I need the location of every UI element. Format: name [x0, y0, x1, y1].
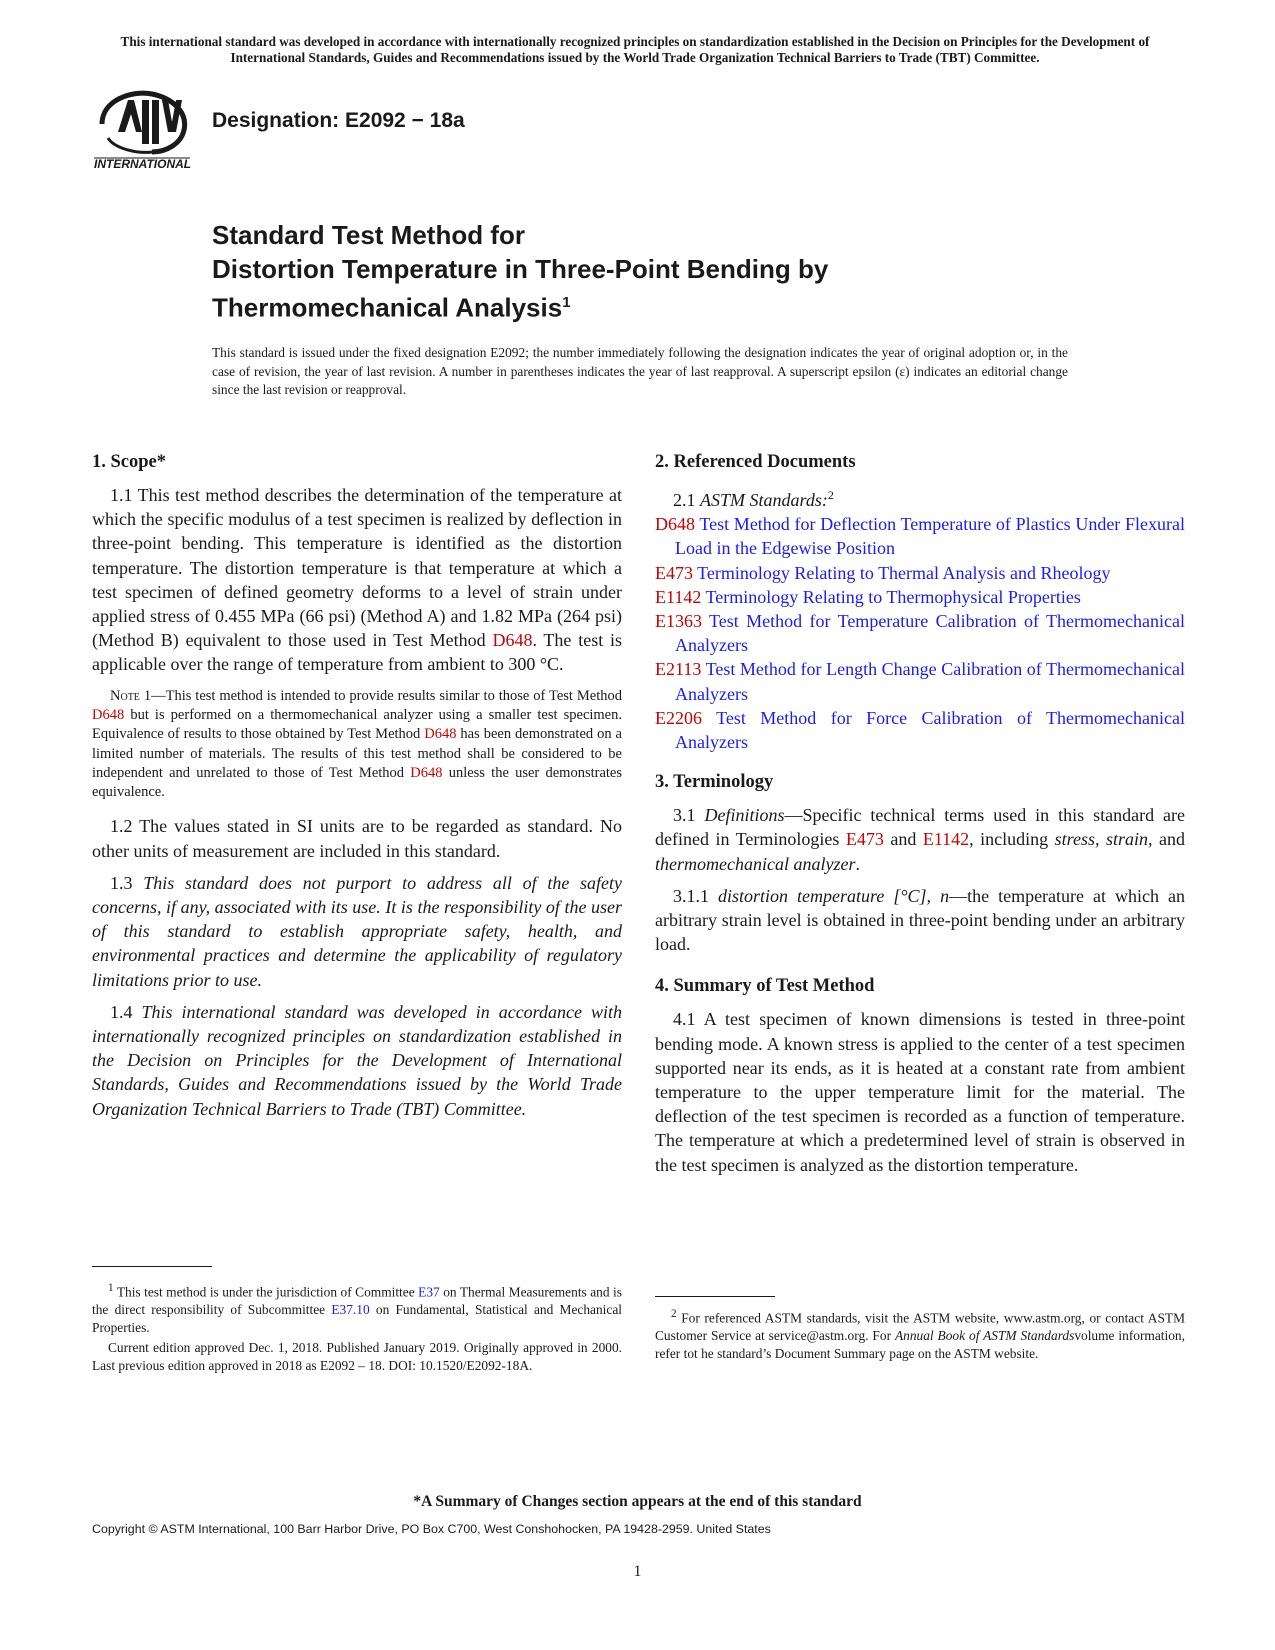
paragraph-1-1: 1.1 This test method describes the determination of the temperature at which the specific modulus of a test specimen is realized by deflection in three-point bending. This temperature is identified as the distortion temperature. The distortion temperature is that temperature at which a test specimen of defined geometry deforms to a level of strain under applied stress of 0.455 MPa (66 psi) (Method A) and 1.82 MPa (264 psi) (Method B) equivalent to those used in Test Method D648. The test is applicable over the range of temperature from ambient to 300 °C. [92, 485, 622, 675]
footnote-1-text: $^1$ This test method is under the jurisdiction of Committee E37 on Thermal Measurements and is the direct responsibility of Subcommittee E37.10 on Fundamental, Statistical and Mechanical Properties. [92, 1282, 622, 1336]
subcommittee-link[interactable]: E37.10 [331, 1302, 370, 1318]
paragraph-4-1: 4.1 A test specimen of known dimensions is tested in three-point bending mode. A known stress is applied to the center of a test specimen supported near its ends, as it is heated at a constant rate from ambient temperature to the upper temperature limit for the material. The deflection of the test specimen is recorded as a function of temperature. The temperature at which a predetermined level of strain is observed in the test specimen is analyzed as the distortion temperature. [655, 1009, 1185, 1175]
ref-link-e473[interactable]: E473 [845, 829, 884, 850]
title-line-2: Distortion Temperature in Three-Point Bending by [212, 254, 829, 284]
title-line-1: Standard Test Method for [212, 220, 525, 250]
ref-link-d648[interactable]: D648 [410, 764, 443, 781]
summary-of-changes-note: *A Summary of Changes section appears at the end of this standard [413, 1493, 862, 1510]
ref-item[interactable]: E473 Terminology Relating to Thermal Analysis and Rheology [655, 562, 1111, 583]
footnote-2 [655, 1296, 1185, 1363]
summary-heading: 4. Summary of Test Method [655, 976, 875, 997]
title-footnote-mark[interactable]: 1 [562, 294, 571, 311]
ref-item[interactable]: E1142 Terminology Relating to Thermophysical Properties [655, 586, 1081, 607]
ref-item[interactable]: E2113 Test Method for Length Change Calibration of Thermomechanical Analyzers [655, 659, 1185, 704]
ref-link-e1142[interactable]: E1142 [922, 829, 970, 850]
ref-item[interactable]: D648 Test Method for Deflection Temperature of Plastics Under Flexural Load in the Edgewise Position [655, 514, 1185, 559]
footnote-rule [92, 1266, 212, 1267]
paragraph-1-4: 1.4 This international standard was developed in accordance with internationally recognized principles on standardization established in the Decision on Principles for the Development of International Standards, Guides and Recommendations issued by the World Trade Organization Technical Barriers to Trade (TBT) Committee. [92, 1001, 622, 1119]
title-line-3: Thermomechanical Analysis$^1$ [212, 292, 571, 323]
committee-link[interactable]: E37 [418, 1284, 440, 1300]
footnote-1 [92, 1266, 622, 1375]
referenced-documents-heading: 2. Referenced Documents [655, 452, 856, 472]
left-column [92, 452, 622, 1129]
standard-notice: This international standard was developed in accordance with internationally recognized principles on standardization established in the Decision on Principles for the Development of International Standards, Guides and Recommendations issued by the World Trade Organization Technical Barriers to Trade (TBT) Committee. [120, 34, 1150, 65]
terminology-heading: 3. Terminology [655, 772, 774, 793]
paragraph-1-2: 1.2 The values stated in SI units are to be regarded as standard. No other units of measurement are included in this standard. [92, 816, 622, 861]
designation: Designation: E2092 − 18a [212, 109, 465, 132]
ref-item[interactable]: E1363 Test Method for Temperature Calibration of Thermomechanical Analyzers [655, 611, 1185, 656]
footnote-2-text: $^2$ For referenced ASTM standards, visit the ASTM website, www.astm.org, or contact ASTM Customer Service at service@astm.org. For Annual Book of ASTM Standardsvolume information, refer tot he standard’s Document Summary page on the ASTM website. [655, 1308, 1185, 1362]
ref-link-d648[interactable]: D648 [92, 706, 125, 723]
issue-note: This standard is issued under the fixed designation E2092; the number immediately following the designation indicates the year of original adoption or, in the case of revision, the year of last revision. A number in parentheses indicates the year of last reapproval. A superscript epsilon (ε) indicates an editorial change since the last revision or reapproval. [212, 345, 1068, 397]
paragraph-3-1: 3.1 Definitions—Specific technical terms used in this standard are defined in Terminologies E473 and E1142, including stress, strain, and thermomechanical analyzer. [655, 805, 1185, 874]
referenced-documents-list [655, 512, 1185, 754]
footnote-rule [655, 1296, 775, 1297]
paragraph-1-3: 1.3 This standard does not purport to address all of the safety concerns, if any, associated with its use. It is the responsibility of the user of this standard to establish appropriate safety, health, and environmental practices and determine the applicability of regulatory limitations prior to use. [92, 872, 623, 990]
copyright: Copyright © ASTM International, 100 Barr Harbor Drive, PO Box C700, West Conshohocken, PA 19428-2959. United States [92, 1522, 771, 1536]
page-number: 1 [633, 1563, 642, 1580]
ref-link-d648[interactable]: D648 [492, 630, 533, 651]
astm-logo [92, 86, 196, 172]
scope-heading: 1. Scope* [92, 452, 166, 472]
document-title [212, 218, 1112, 325]
right-column [655, 452, 1185, 1185]
ref-link-d648[interactable]: D648 [424, 726, 457, 743]
astm-standards-label: 2.1 ASTM Standards:$^2$ [673, 488, 834, 510]
paragraph-3-1-1: 3.1.1 distortion temperature [°C], n—the temperature at which an arbitrary strain level is obtained in three-point bending under an arbitrary load. [655, 885, 1186, 955]
note-1: Note 1—This test method is intended to provide results similar to those of Test Method D648 but is performed on a thermomechanical analyzer using a smaller test specimen. Equivalence of results to those obtained by Test Method D648 has been demonstrated on a limited number of materials. The results of this test method shall be considered to be independent and unrelated to those of Test Method D648 unless the user demonstrates equivalence. [92, 687, 622, 801]
footnote-edition: Current edition approved Dec. 1, 2018. Published January 2019. Originally approved in 2000. Last previous edition approved in 2018 as E2092 – 18. DOI: 10.1520/E2092-18A. [92, 1340, 622, 1374]
ref-item[interactable]: E2206 Test Method for Force Calibration of Thermomechanical Analyzers [655, 707, 1185, 753]
logo-international-text: INTERNATIONAL [94, 157, 192, 171]
